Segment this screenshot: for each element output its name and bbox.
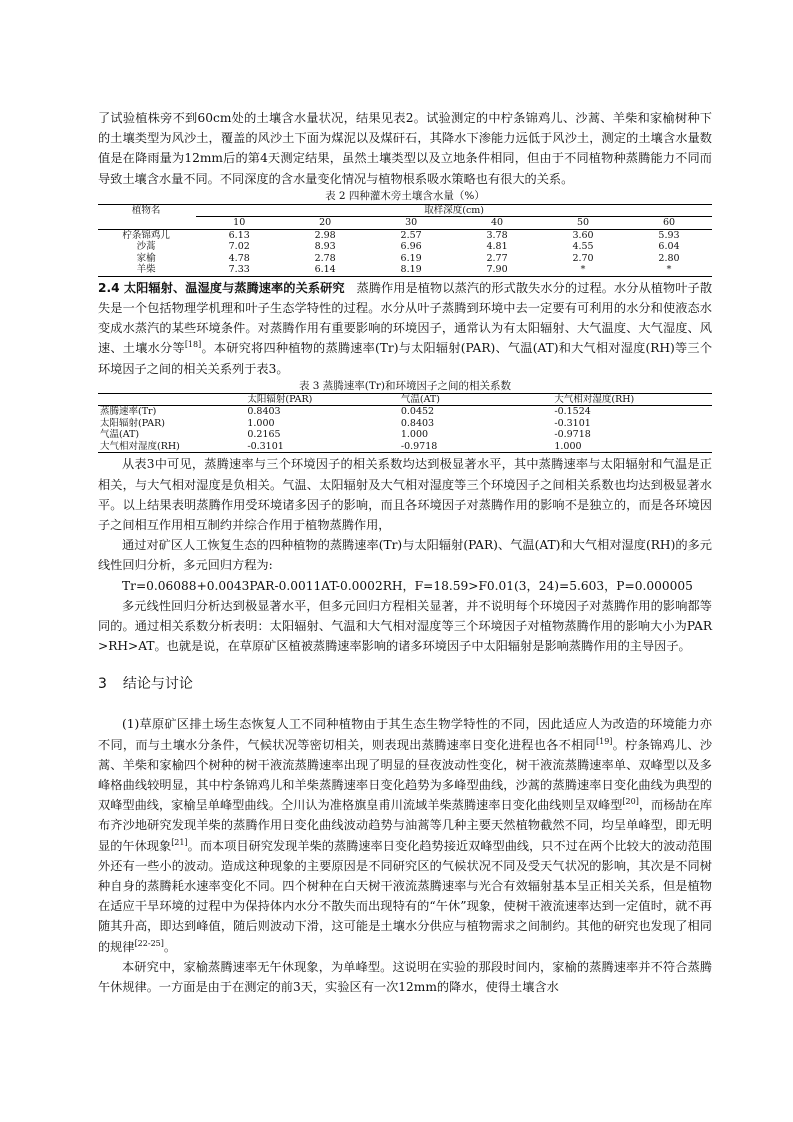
paragraph-multivariate: 多元线性回归分析达到极显著水平，但多元回归方程相关显著，并不说明每个环境因子对蒸腾作用的影响都等同的。通过相关系数分析表明：太阳辐射、气温和大气相对湿度等三个环境因子对植物蒸腾作用的影响大小为PAR>RH>AT。也就是说，在草原矿区植被蒸腾速率影响的诸多环境因子中太阳辐射是影响蒸腾作用的主导因子。 bbox=[98, 598, 712, 654]
section-3-number: 3 bbox=[98, 676, 107, 693]
table3-cell: 1.000 bbox=[400, 429, 429, 441]
table3-row-label: 气温(AT) bbox=[100, 429, 140, 441]
table3-cell: 1.000 bbox=[247, 417, 275, 429]
table2-cell: 4.81 bbox=[486, 241, 508, 253]
table2-depth: 20 bbox=[282, 217, 368, 230]
table2-depth: 10 bbox=[196, 217, 282, 230]
table2-header-row bbox=[98, 204, 712, 217]
table3-header: 大气相对湿度(RH) bbox=[552, 393, 712, 406]
table3-cell: 0.8403 bbox=[247, 406, 281, 418]
table-row bbox=[98, 429, 712, 441]
section-2-4-title: 2.4 太阳辐射、温湿度与蒸腾速率的关系研究 bbox=[98, 280, 345, 295]
paragraph-table3-analysis: 从表3中可见，蒸腾速率与三个环境因子的相关系数均达到极显著水平，其中蒸腾速率与太阳辐射和气温是正相关，与大气相对湿度是负相关。气温、太阳辐射及大气相对湿度等三个环境因子之间相关系数也均达到极显著水平。以上结果表明蒸腾作用受环境诸多因子的影响，而且各环境因子对蒸腾作用的影响不是独立的，而是各环境因子之间相互作用相互制约并综合作用于植物蒸腾作用， bbox=[98, 457, 712, 532]
section-3-title: 结论与讨论 bbox=[122, 676, 193, 693]
table3-cell: -0.9718 bbox=[554, 429, 591, 441]
table-row bbox=[98, 264, 712, 276]
table2-cell: 6.13 bbox=[228, 229, 250, 241]
table2-cell: * bbox=[580, 264, 586, 276]
table3-header: 太阳辐射(PAR) bbox=[245, 393, 399, 406]
table2-cell: 2.57 bbox=[400, 229, 422, 241]
table2-cell: 7.90 bbox=[486, 264, 508, 276]
page-content bbox=[98, 108, 712, 997]
paragraph-regression: 通过对矿区人工恢复生态的四种植物的蒸腾速率(Tr)与太阳辐射(PAR)、气温(AT)和大气相对湿度(RH)的多元线性回归分析，多元回归方程为: bbox=[98, 538, 712, 573]
table3-cell: 0.0452 bbox=[400, 406, 435, 418]
table2-cell: 7.33 bbox=[228, 264, 250, 276]
table2-caption: 表 2 四种灌木旁土壤含水量（%） bbox=[325, 189, 485, 202]
conclusion-1-text: ，而杨劼在库布齐沙地研究发现羊柴的蒸腾作用日变化曲线波动趋势与油蒿等几种主要天然植物截然不同，均呈单峰型，即无明显的午休现象 bbox=[98, 798, 713, 853]
table-row bbox=[98, 418, 712, 430]
section-2-4-text-2: 。本研究将四种植物的蒸腾速率(Tr)与太阳辐射(PAR)、气温(AT)和大气相对湿度(RH)等三个环境因子之间的相关关系列于表3。 bbox=[98, 341, 713, 376]
table-row bbox=[98, 229, 712, 241]
table-row bbox=[98, 441, 712, 453]
table2-depth: 30 bbox=[368, 217, 454, 230]
table3-cell: -0.1524 bbox=[554, 406, 591, 418]
conclusion-1-text: 。 bbox=[163, 939, 177, 954]
table2-cell: 2.80 bbox=[658, 252, 680, 264]
citation: [18] bbox=[184, 340, 202, 350]
table2-row-label: 家榆 bbox=[136, 252, 156, 264]
table2-depth: 50 bbox=[540, 217, 626, 230]
table3-cell: -0.9718 bbox=[400, 440, 438, 452]
table3-row-label: 太阳辐射(PAR) bbox=[100, 417, 165, 429]
conclusion-1-text: 。柠条锦鸡儿、沙蒿、羊柴和家榆四个树种的树干液流蒸腾速率出现了明显的昼夜波动性变化，树干液流蒸腾速率单、双峰型以及多峰格曲线较明显，其中柠条锦鸡儿和羊柴蒸腾速率日变化趋势为多峰型曲线，沙蒿的蒸腾速率日变化曲线为典型的双峰型曲线，家榆呈单峰型曲线。仝川认为准格旗皇甫川流域羊柴蒸腾速率日变化曲线则呈双峰型 bbox=[98, 737, 713, 813]
regression-formula: Tr=0.06088+0.0043PAR-0.0011AT-0.0002RH，F=18.59>F0.01(3，24)=5.603，P=0.000005 bbox=[122, 578, 693, 593]
table2-cell: 5.93 bbox=[658, 229, 680, 241]
table2-cell: 6.96 bbox=[400, 241, 422, 253]
citation: [20] bbox=[622, 797, 639, 807]
table2-cell: 3.60 bbox=[572, 229, 594, 241]
section-2-4 bbox=[98, 278, 712, 379]
table2-depth: 40 bbox=[454, 217, 540, 230]
table2-cell: 7.02 bbox=[228, 241, 250, 253]
table2-cell: 3.78 bbox=[486, 229, 508, 241]
table3-caption: 表 3 蒸腾速率(Tr)和环境因子之间的相关系数 bbox=[298, 379, 512, 392]
table2-group-label: 取样深度(cm) bbox=[424, 204, 484, 216]
table2-cell: 4.78 bbox=[228, 252, 250, 264]
citation: [22-25] bbox=[134, 938, 164, 948]
table3-header: 气温(AT) bbox=[399, 393, 553, 406]
table2-row-label: 羊柴 bbox=[136, 264, 156, 276]
paragraph-conclusion-2: 本研究中，家榆蒸腾速率无午休现象，为单峰型。这说明在实验的那段时间内，家榆的蒸腾速率并不符合蒸腾午休规律。一方面是由于在测定的前3天，实验区有一次12mm的降水，使得土壤含水 bbox=[98, 959, 712, 994]
section-3-heading bbox=[98, 674, 712, 694]
conclusion-1-text: 。而本项目研究发现羊柴的蒸腾速率日变化趋势接近双峰型曲线，只不过在两个比较大的波动范围外还有一些小的波动。造成这种现象的主要原因是不同研究区的气候状况不同及受天气状况的影响，其次是不同树种自身的蒸腾耗水速率变化不同。四个树种在白天树干液流蒸腾速率与光合有效辐射基本呈正相关关系，但是植物在适应干旱环境的过程中为保持体内水分不散失而出现特有的“午休”现象，使树干液流速率达到一定值时，就不再随其升高，即达到峰值，随后则波动下滑，这可能是土壤水分供应与植物需求之间制约。其他的研究也发现了相同的规律 bbox=[98, 838, 713, 954]
table2-row-label: 沙蒿 bbox=[136, 241, 156, 253]
table2-cell: 2.78 bbox=[314, 252, 336, 264]
conclusion-1-text: (1)草原矿区排土场生态恢复人工不同种植物由于其生态生物学特性的不同，因此适应人为改造的环境能力亦不同，而与土壤水分条件，气候状况等密切相关，则表现出蒸腾速率日变化进程也各不相同 bbox=[98, 717, 712, 752]
table2-depth-row bbox=[98, 217, 712, 230]
table3-cell: 0.8403 bbox=[400, 417, 435, 429]
table2-cell: 4.55 bbox=[572, 241, 594, 253]
citation: [19] bbox=[595, 736, 613, 746]
table2-cell: 2.70 bbox=[572, 252, 594, 264]
table3-row-label: 大气相对湿度(RH) bbox=[100, 440, 180, 452]
section-2-4-text: 蒸腾作用是植物以蒸汽的形式散失水分的过程。水分从植物叶子散失是一个包括物理学机理和叶子生态学特性的过程。水分从叶子蒸腾到环境中去一定要有可利用的水分和使液态水变成水蒸汽的某些环境条件。对蒸腾作用有重要影响的环境因子，通常认为有太阳辐射、大气温度、大气湿度、风速、土壤水分等 bbox=[98, 280, 713, 356]
table3-cell: 0.2165 bbox=[247, 429, 281, 441]
table2 bbox=[98, 204, 712, 277]
table2-cell: 6.19 bbox=[400, 252, 422, 264]
table2-cell: 2.98 bbox=[314, 229, 336, 241]
table-row bbox=[98, 241, 712, 253]
table2-cell: * bbox=[666, 264, 672, 276]
table3-row-label: 蒸腾速率(Tr) bbox=[100, 406, 157, 418]
table2-cell: 6.14 bbox=[314, 264, 336, 276]
table2-depth: 60 bbox=[626, 217, 712, 230]
paragraph-conclusion-1 bbox=[98, 714, 712, 956]
table3-cell: -0.3101 bbox=[247, 440, 284, 452]
paragraph-intro: 了试验植株旁不到60cm处的土壤含水量状况，结果见表2。试验测定的中柠条锦鸡儿、沙蒿、羊柴和家榆树种下的土壤类型为风沙土，覆盖的风沙土下面为煤泥以及煤矸石，其降水下渗能力远低于风沙土，测定的土壤含水量数值是在降雨量为12mm后的第4天测定结果，虽然土壤类型以及立地条件相同，但由于不同植物种蒸腾能力不同而导致土壤含水量不同。不同深度的含水量变化情况与植物根系吸水策略也有很大的关系。 bbox=[98, 111, 712, 186]
citation: [21] bbox=[171, 837, 188, 847]
table2-row-label: 柠条锦鸡儿 bbox=[122, 229, 170, 241]
table3-header-row bbox=[98, 393, 712, 406]
table-row bbox=[98, 406, 712, 418]
table2-cell: 8.93 bbox=[314, 241, 336, 253]
table2-cell: 6.04 bbox=[658, 241, 680, 253]
table-row bbox=[98, 253, 712, 265]
table2-col-label: 植物名 bbox=[131, 205, 161, 217]
table2-cell: 8.19 bbox=[400, 264, 422, 276]
table3-cell: -0.3101 bbox=[554, 417, 591, 429]
table3-header bbox=[98, 393, 245, 406]
table3-cell: 1.000 bbox=[554, 440, 582, 452]
table2-cell: 2.77 bbox=[486, 252, 508, 264]
table3 bbox=[98, 393, 712, 454]
